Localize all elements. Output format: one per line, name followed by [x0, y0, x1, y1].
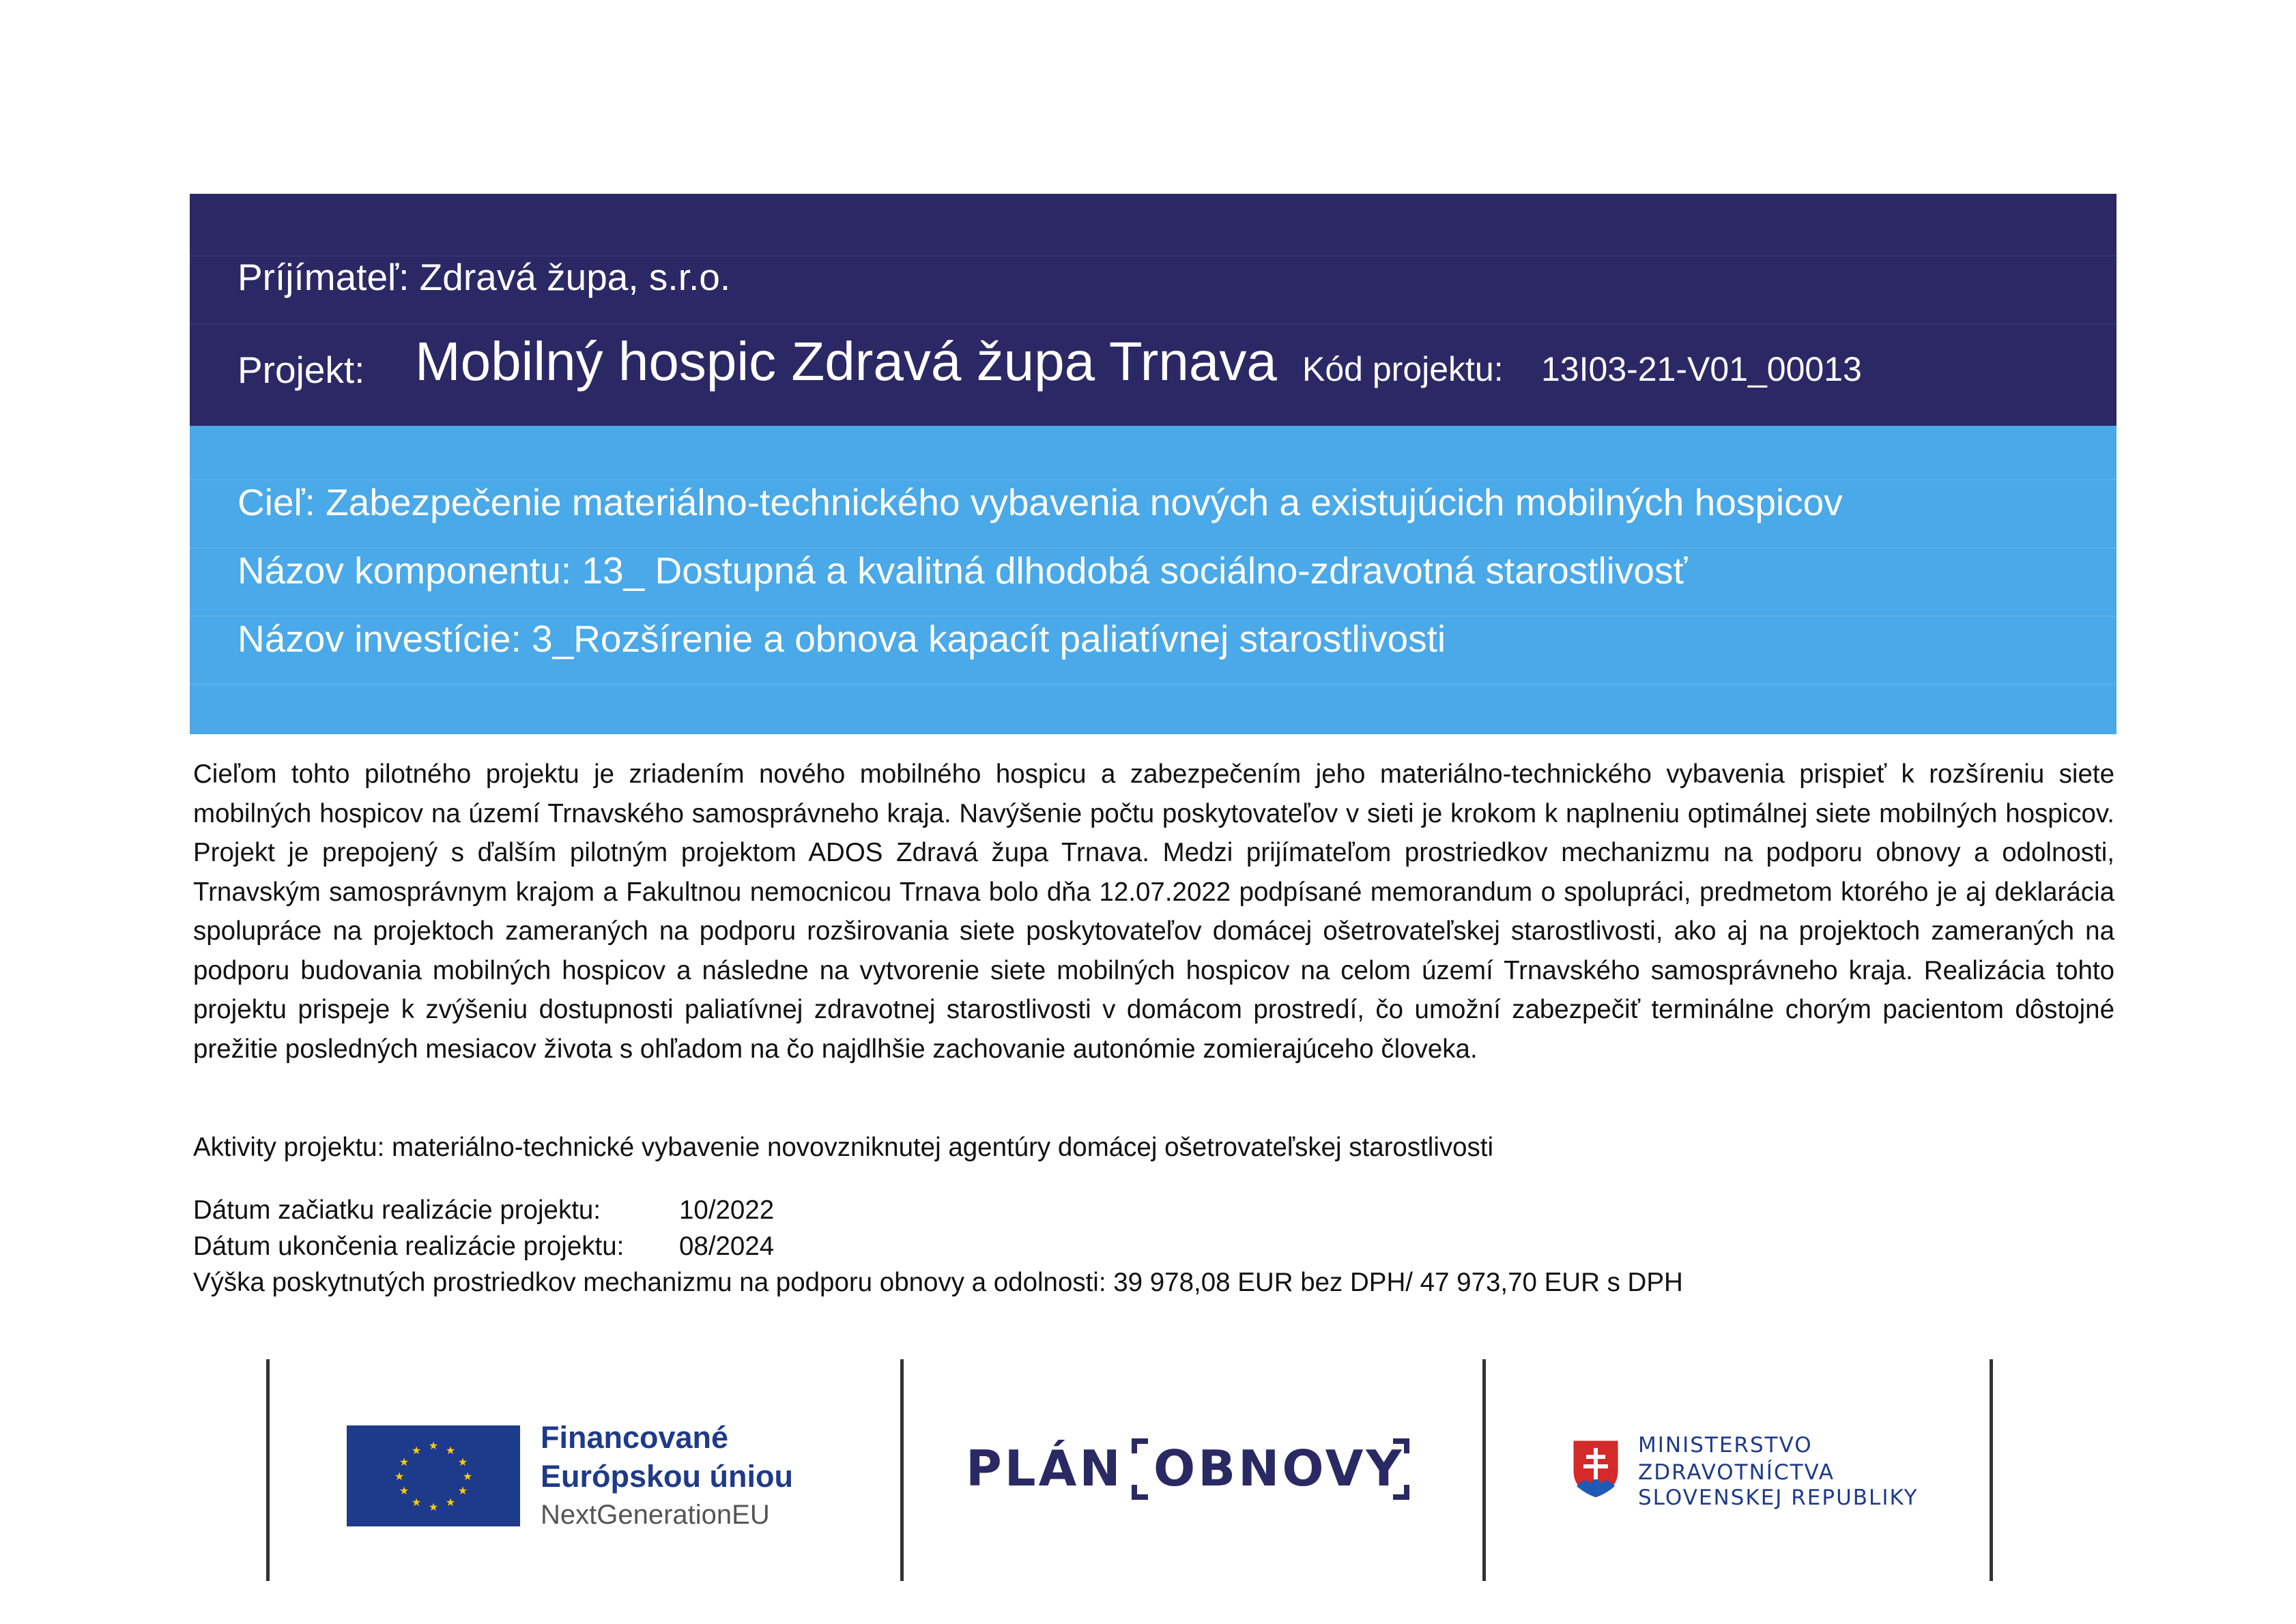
svg-text:★: ★ [445, 1496, 456, 1509]
header-light-band [190, 426, 2116, 734]
svg-text:★: ★ [462, 1470, 473, 1483]
end-date-row [193, 1232, 775, 1262]
recipient-text: Príjímateľ: Zdravá župa, s.r.o. [238, 256, 731, 298]
ministry-line3: SLOVENSKEJ REPUBLIKY [1638, 1485, 1919, 1510]
svg-text:★: ★ [411, 1496, 422, 1509]
funding-text: Výška poskytnutých prostriedkov mechanizmu na podporu obnovy a odolnosti: 39 978,08 EUR bez DPH/ 47 973,70 EUR s DPH [193, 1268, 1683, 1297]
eu-flag-icon [347, 1425, 520, 1526]
obnovy-word: OBNOVY [1153, 1440, 1405, 1497]
svg-text:★: ★ [457, 1455, 468, 1468]
svg-text:★: ★ [411, 1444, 422, 1457]
project-code-label: Kód projektu: [1302, 350, 1504, 388]
band-stripe [190, 684, 2116, 685]
header-dark-band [190, 194, 2116, 426]
project-name: Mobilný hospic Zdravá župa Trnava [415, 331, 1277, 392]
ministry-line1: MINISTERSTVO [1638, 1433, 1813, 1458]
activities-text: Aktivity projektu: materiálno-technické vybavenie novovzniknutej agentúry domácej ošetrovateľskej starostlivosti [193, 1133, 1494, 1162]
svg-text:★: ★ [399, 1484, 410, 1497]
logo-divider [1990, 1359, 1993, 1581]
goal-text: Cieľ: Zabezpečenie materiálno-technického vybavenia nových a existujúcich mobilných hospicov [238, 481, 1843, 523]
svg-text:★: ★ [428, 1439, 439, 1452]
svg-text:★: ★ [457, 1484, 468, 1497]
project-code-value: 13I03-21-V01_00013 [1541, 350, 1862, 388]
end-date-label: Dátum ukončenia realizácie projektu: [193, 1232, 625, 1261]
eu-funded-line1: Financované [541, 1420, 729, 1455]
bracket-right-icon [1390, 1438, 1414, 1500]
description-paragraph: Cieľom tohto pilotného projektu je zriadením nového mobilného hospicu a zabezpečením jeho materiálno-technického vybavenia prispieť k rozšíreniu siete mobilných hospicov na území Trnavského samosprávneho kraja. Navýšenie počtu poskytovateľov v sieti je krokom k naplneniu optimálnej siete mobilných hospicov. Projekt je prepojený s ďalším pilotným projektom ADOS Zdravá župa Trnava. Medzi prijímateľom prostriedkov mechanizmu na podporu obnovy a odolnosti, Trnavským samosprávnym krajom a Fakultnou nemocnicou Trnava bolo dňa 12.07.2022 podpísané memorandum o spolupráci, predmetom ktorého je aj deklarácia spolupráce na projektoch zameraných na podporu rozširovania siete poskytovateľov domácej ošetrovateľskej starostlivosti, ako aj na projektoch zameraných na podporu budovania mobilných hospicov a následne na vytvorenie siete mobilných hospicov na celom území Trnavského samosprávneho kraja. Realizácia tohto projektu prispeje k zvýšeniu dostupnosti paliatívnej zdravotnej starostlivosti v domácom prostredí, čo umožní zabezpečiť terminálne chorým pacientom dôstojné prežitie posledných mesiacov života s ohľadom na čo najdlhšie zachovanie autonómie zomierajúceho človeka. [193, 759, 2114, 1064]
plan-word: PLÁN [966, 1440, 1123, 1497]
logo-divider [1482, 1359, 1486, 1581]
start-date-value: 10/2022 [679, 1195, 775, 1225]
logo-divider [900, 1359, 904, 1581]
component-text: Názov komponentu: 13_ Dostupná a kvalitná dlhodobá sociálno-zdravotná starostlivosť [238, 549, 1688, 592]
bracket-left-icon [1128, 1438, 1151, 1500]
end-date-value: 08/2024 [679, 1232, 775, 1261]
investment-text: Názov investície: 3_Rozšírenie a obnova kapacít paliatívnej starostlivosti [238, 618, 1446, 660]
eu-funded-line3: NextGenerationEU [541, 1500, 770, 1530]
svg-text:★: ★ [394, 1470, 405, 1483]
eu-funded-line2: Európskou úniou [541, 1459, 793, 1494]
project-label: Projekt: [238, 349, 365, 391]
svg-text:★: ★ [428, 1500, 439, 1513]
slovak-crest-icon [1570, 1437, 1622, 1500]
band-stripe [190, 323, 2116, 325]
start-date-row [193, 1195, 775, 1226]
logo-divider [266, 1359, 270, 1581]
svg-text:★: ★ [399, 1455, 410, 1468]
ministry-line2: ZDRAVOTNÍCTVA [1638, 1460, 1835, 1485]
svg-text:★: ★ [445, 1444, 456, 1457]
start-date-label: Dátum začiatku realizácie projektu: [193, 1195, 601, 1225]
